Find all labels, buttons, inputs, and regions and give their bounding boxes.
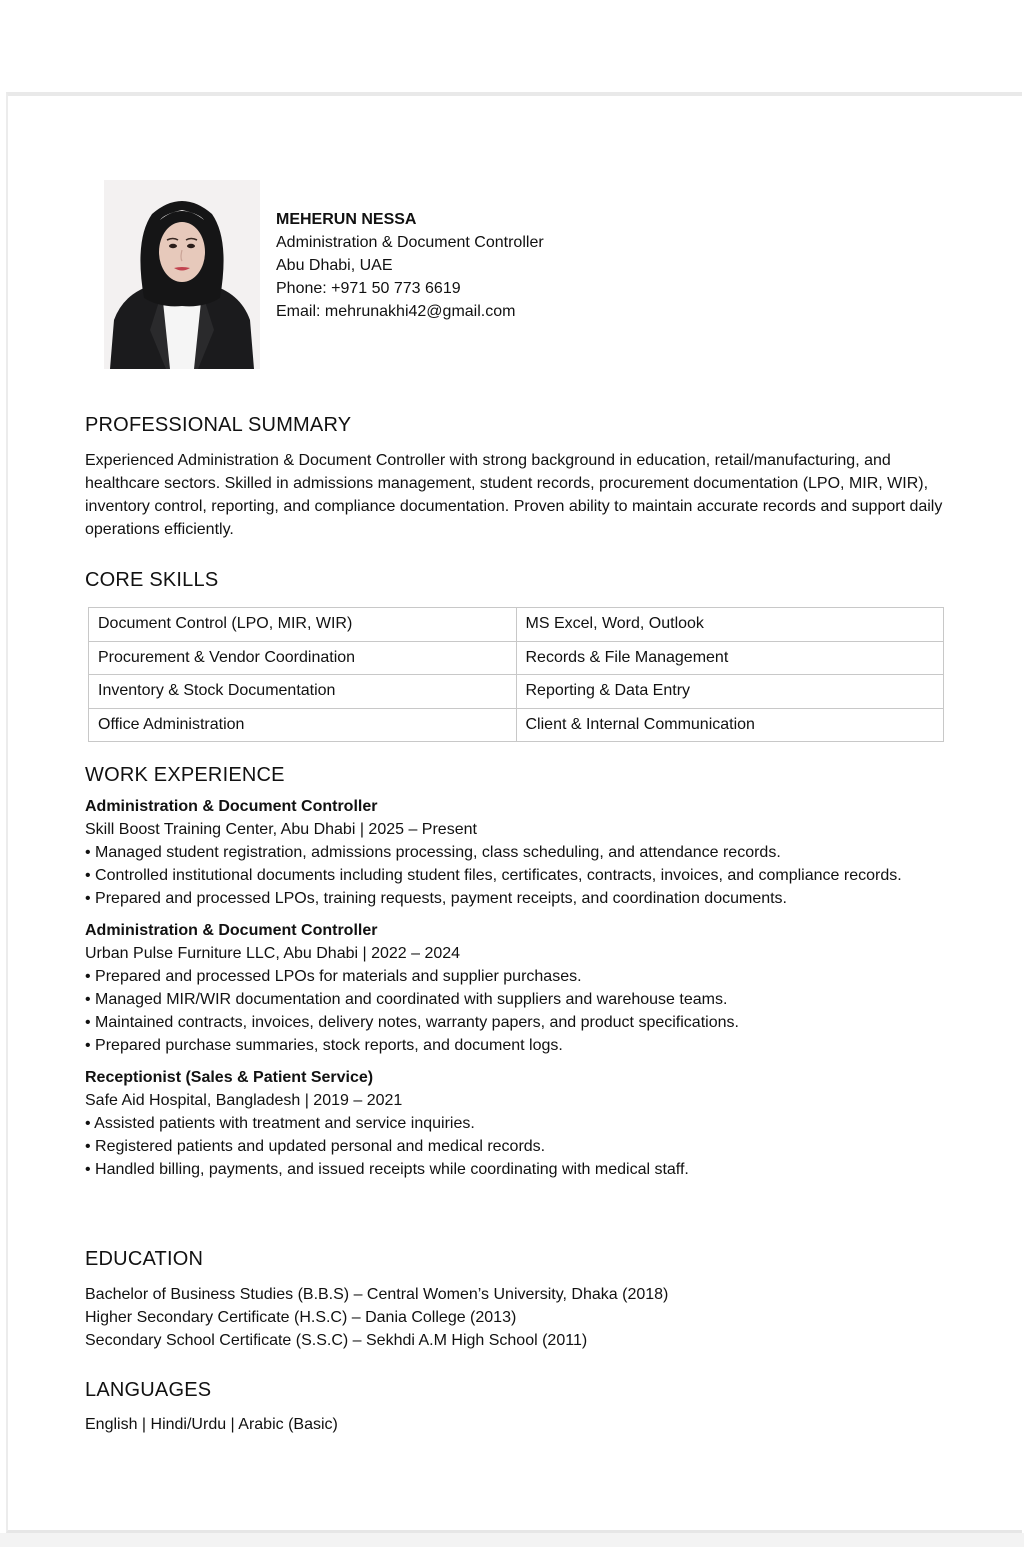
job-bullet: • Controlled institutional documents including student files, certificates, contracts, invoices, and compliance records. xyxy=(85,867,902,884)
skill-cell: Reporting & Data Entry xyxy=(516,675,944,709)
skill-cell: Inventory & Stock Documentation xyxy=(89,675,517,709)
job-bullet: • Prepared and processed LPOs, training requests, payment receipts, and coordination documents. xyxy=(85,890,787,907)
skill-cell: MS Excel, Word, Outlook xyxy=(516,608,944,642)
job-bullet: • Managed student registration, admissions processing, class scheduling, and attendance records. xyxy=(85,844,781,861)
languages-heading: LANGUAGES xyxy=(85,1379,212,1401)
skill-cell: Document Control (LPO, MIR, WIR) xyxy=(89,608,517,642)
job-entry xyxy=(85,1066,965,1181)
candidate-title: Administration & Document Controller xyxy=(276,234,544,251)
skills-row xyxy=(89,708,944,742)
skill-cell: Procurement & Vendor Coordination xyxy=(89,641,517,675)
summary-heading: PROFESSIONAL SUMMARY xyxy=(85,414,352,436)
job-entry xyxy=(85,795,965,910)
education-item: Secondary School Certificate (S.S.C) – Sekhdi A.M High School (2011) xyxy=(85,1332,588,1349)
job-bullet: • Handled billing, payments, and issued receipts while coordinating with medical staff. xyxy=(85,1161,689,1178)
skills-row xyxy=(89,675,944,709)
candidate-location: Abu Dhabi, UAE xyxy=(276,257,393,274)
candidate-phone: Phone: +971 50 773 6619 xyxy=(276,280,461,297)
work-heading: WORK EXPERIENCE xyxy=(85,764,285,786)
candidate-name: MEHERUN NESSA xyxy=(276,211,417,228)
skills-row xyxy=(89,641,944,675)
languages-text: English | Hindi/Urdu | Arabic (Basic) xyxy=(85,1416,338,1433)
job-entry xyxy=(85,919,965,1057)
skills-row xyxy=(89,608,944,642)
viewer-background-bottom xyxy=(0,1533,1024,1547)
job-bullet: • Registered patients and updated personal and medical records. xyxy=(85,1138,546,1155)
education-item: Higher Secondary Certificate (H.S.C) – Dania College (2013) xyxy=(85,1309,517,1326)
job-bullet: • Managed MIR/WIR documentation and coordinated with suppliers and warehouse teams. xyxy=(85,991,728,1008)
skill-cell: Client & Internal Communication xyxy=(516,708,944,742)
summary-text: Experienced Administration & Document Controller with strong background in education, retail/manufacturing, and healthcare sectors. Skilled in admissions management, student records, procurement documentation (LPO, MIR, WIR), inventory control, reporting, and compliance documentation. Proven ability to maintain accurate records and support daily operations efficiently. xyxy=(85,452,943,538)
skill-cell: Records & File Management xyxy=(516,641,944,675)
job-meta: Skill Boost Training Center, Abu Dhabi | 2025 – Present xyxy=(85,821,477,838)
job-bullet: • Assisted patients with treatment and service inquiries. xyxy=(85,1115,475,1132)
education-item: Bachelor of Business Studies (B.B.S) – Central Women’s University, Dhaka (2018) xyxy=(85,1286,669,1303)
job-meta: Urban Pulse Furniture LLC, Abu Dhabi | 2022 – 2024 xyxy=(85,945,461,962)
job-bullet: • Prepared and processed LPOs for materials and supplier purchases. xyxy=(85,968,582,985)
job-title: Administration & Document Controller xyxy=(85,922,378,939)
work-experience xyxy=(85,795,965,1190)
job-bullet: • Maintained contracts, invoices, delivery notes, warranty papers, and product specifications. xyxy=(85,1014,739,1031)
education-list xyxy=(85,1283,668,1352)
candidate-email: Email: mehrunakhi42@gmail.com xyxy=(276,303,516,320)
viewer-background-top xyxy=(0,0,1024,92)
job-title: Administration & Document Controller xyxy=(85,798,378,815)
skills-heading: CORE SKILLS xyxy=(85,569,219,591)
job-meta: Safe Aid Hospital, Bangladesh | 2019 – 2021 xyxy=(85,1092,403,1109)
job-title: Receptionist (Sales & Patient Service) xyxy=(85,1069,374,1086)
skills-table xyxy=(88,607,944,742)
profile-photo xyxy=(104,180,260,369)
education-heading: EDUCATION xyxy=(85,1248,204,1270)
contact-block xyxy=(276,208,544,323)
skill-cell: Office Administration xyxy=(89,708,517,742)
job-bullet: • Prepared purchase summaries, stock reports, and document logs. xyxy=(85,1037,563,1054)
